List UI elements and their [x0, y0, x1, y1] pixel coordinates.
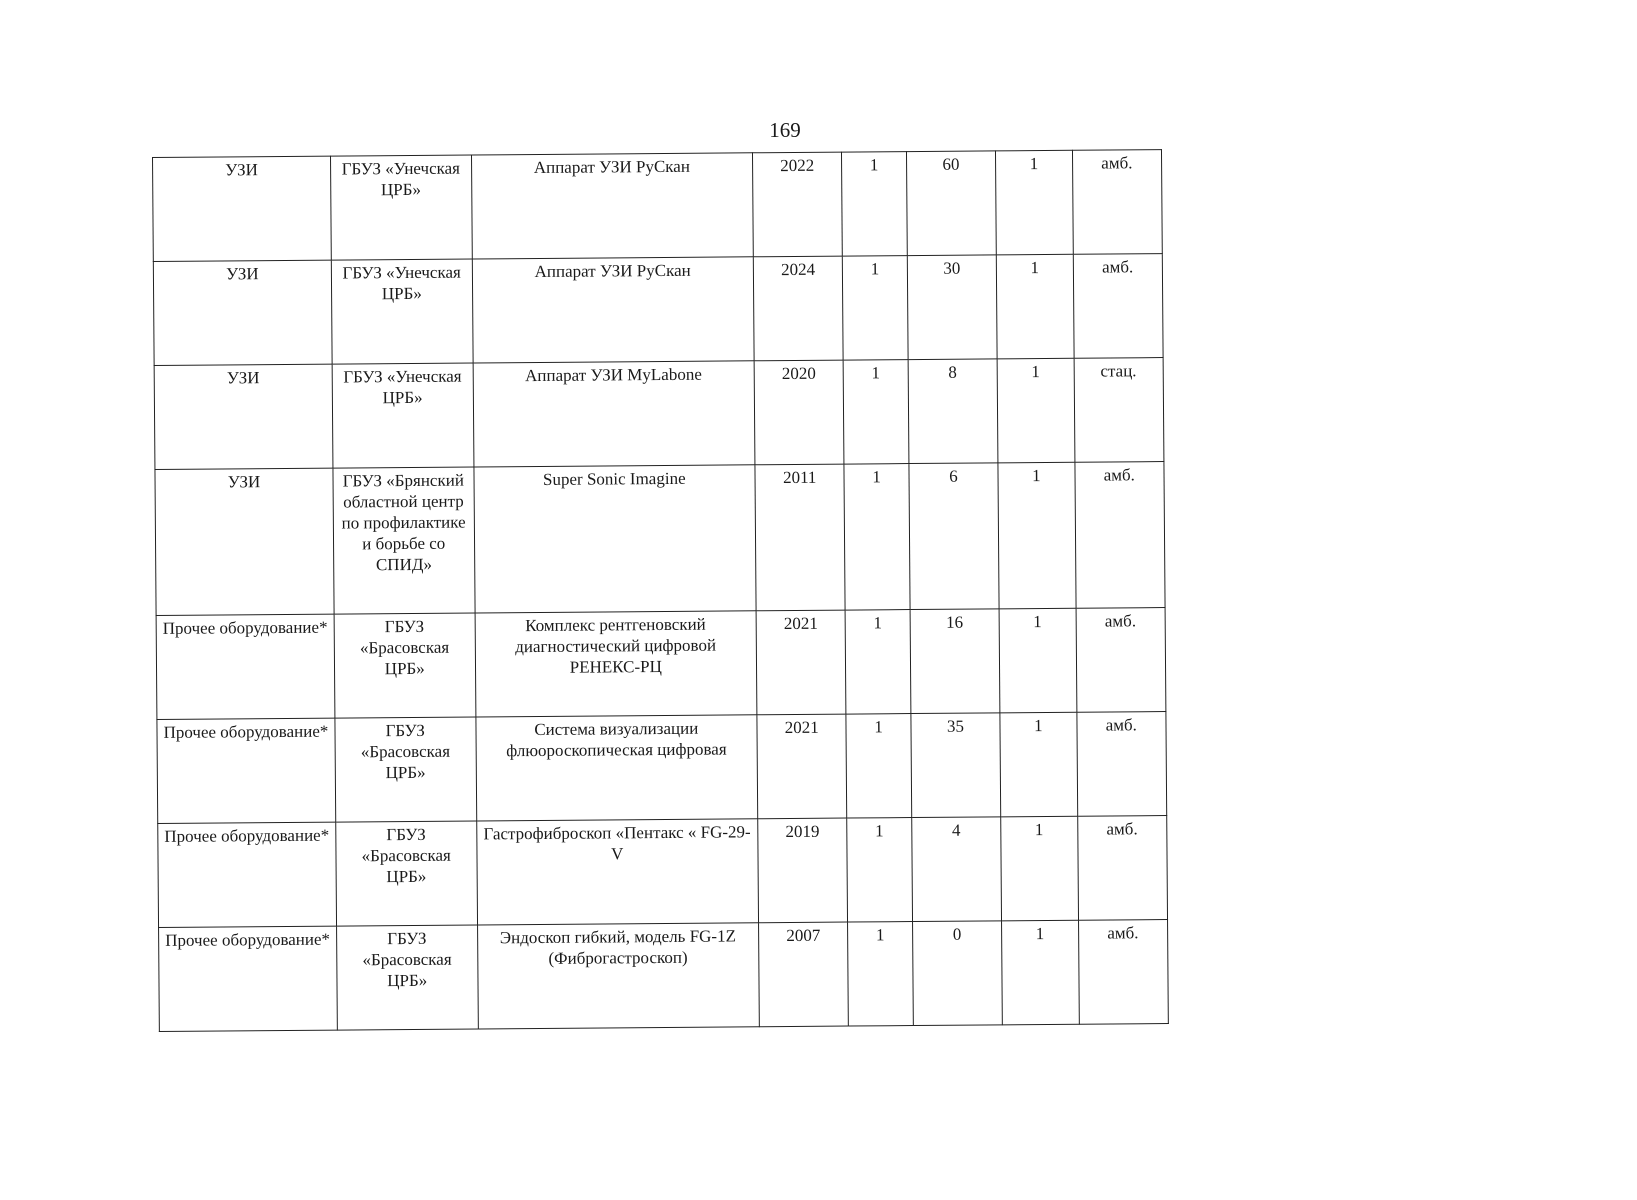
table-row [155, 462, 1165, 616]
cell-shift: 1 [998, 462, 1076, 609]
cell-type: УЗИ [153, 260, 332, 365]
cell-year: 2021 [757, 714, 847, 819]
cell-org: ГБУЗ «Унечская ЦРБ» [332, 363, 473, 468]
page-number: 169 [769, 118, 801, 142]
cell-year: 2019 [758, 818, 848, 923]
cell-qty: 1 [842, 152, 907, 257]
cell-qty: 1 [848, 922, 913, 1027]
cell-shift: 1 [997, 358, 1074, 463]
cell-org: ГБУЗ «Брянский областной центр по профилактике и борьбе со СПИД» [333, 467, 475, 614]
table-row [159, 920, 1169, 1032]
cell-qty: 1 [847, 818, 912, 923]
cell-mode: амб. [1074, 462, 1165, 609]
cell-type: Прочее оборудование* [158, 822, 337, 927]
cell-type: УЗИ [153, 156, 332, 261]
cell-device: Аппарат УЗИ РуСкан [471, 153, 753, 259]
cell-mode: амб. [1078, 920, 1168, 1025]
cell-mode: амб. [1077, 816, 1167, 921]
cell-qty: 1 [844, 464, 909, 611]
cell-qty: 1 [843, 256, 908, 361]
cell-load: 16 [910, 609, 1000, 714]
cell-org: ГБУЗ «Брасовская ЦРБ» [334, 613, 475, 718]
cell-load: 0 [912, 921, 1002, 1026]
cell-load: 6 [909, 463, 1000, 610]
cell-mode: амб. [1076, 608, 1166, 713]
cell-mode: амб. [1073, 254, 1163, 359]
cell-device: Super Sonic Imagine [474, 465, 757, 613]
cell-mode: амб. [1076, 712, 1166, 817]
cell-load: 4 [911, 817, 1001, 922]
cell-qty: 1 [845, 610, 910, 715]
cell-load: 8 [908, 359, 998, 464]
table-row [154, 358, 1164, 470]
cell-type: Прочее оборудование* [156, 614, 335, 719]
cell-device: Аппарат УЗИ РуСкан [472, 257, 754, 363]
cell-org: ГБУЗ «Унечская ЦРБ» [330, 155, 471, 260]
cell-org: ГБУЗ «Брасовская ЦРБ» [336, 925, 477, 1030]
cell-year: 2007 [758, 922, 848, 1027]
cell-load: 30 [907, 255, 997, 360]
cell-type: Прочее оборудование* [159, 926, 338, 1031]
cell-year: 2021 [756, 610, 846, 715]
cell-device: Гастрофиброскоп «Пентакс « FG-29-V [476, 819, 758, 925]
cell-qty: 1 [846, 714, 911, 819]
table-row [153, 150, 1163, 262]
cell-load: 35 [911, 713, 1001, 818]
cell-shift: 1 [996, 150, 1073, 255]
cell-year: 2022 [752, 152, 842, 257]
table-row [156, 608, 1166, 720]
table-row [153, 254, 1163, 366]
cell-year: 2011 [755, 464, 846, 611]
cell-shift: 1 [996, 254, 1073, 359]
cell-mode: амб. [1072, 150, 1162, 255]
cell-type: УЗИ [155, 468, 334, 615]
cell-device: Эндоскоп гибкий, модель FG-1Z (Фиброгастроскоп) [477, 923, 759, 1029]
cell-shift: 1 [1000, 712, 1077, 817]
table-row [157, 712, 1167, 824]
cell-device: Система визуализации флюороскопическая цифровая [475, 715, 757, 821]
cell-year: 2024 [753, 256, 843, 361]
table-row [158, 816, 1168, 928]
cell-device: Аппарат УЗИ MyLabone [473, 361, 755, 467]
cell-shift: 1 [1002, 920, 1079, 1025]
cell-shift: 1 [999, 608, 1076, 713]
cell-year: 2020 [754, 360, 844, 465]
cell-qty: 1 [844, 360, 909, 465]
equipment-table [152, 149, 1169, 1032]
cell-type: УЗИ [154, 364, 333, 469]
cell-org: ГБУЗ «Брасовская ЦРБ» [335, 717, 476, 822]
cell-device: Комплекс рентгеновский диагностический цифровой РЕНЕКС-РЦ [475, 611, 757, 717]
cell-org: ГБУЗ «Брасовская ЦРБ» [336, 821, 477, 926]
cell-shift: 1 [1001, 816, 1078, 921]
cell-load: 60 [906, 151, 996, 256]
cell-org: ГБУЗ «Унечская ЦРБ» [331, 259, 472, 364]
cell-type: Прочее оборудование* [157, 718, 336, 823]
cell-mode: стац. [1074, 358, 1164, 463]
